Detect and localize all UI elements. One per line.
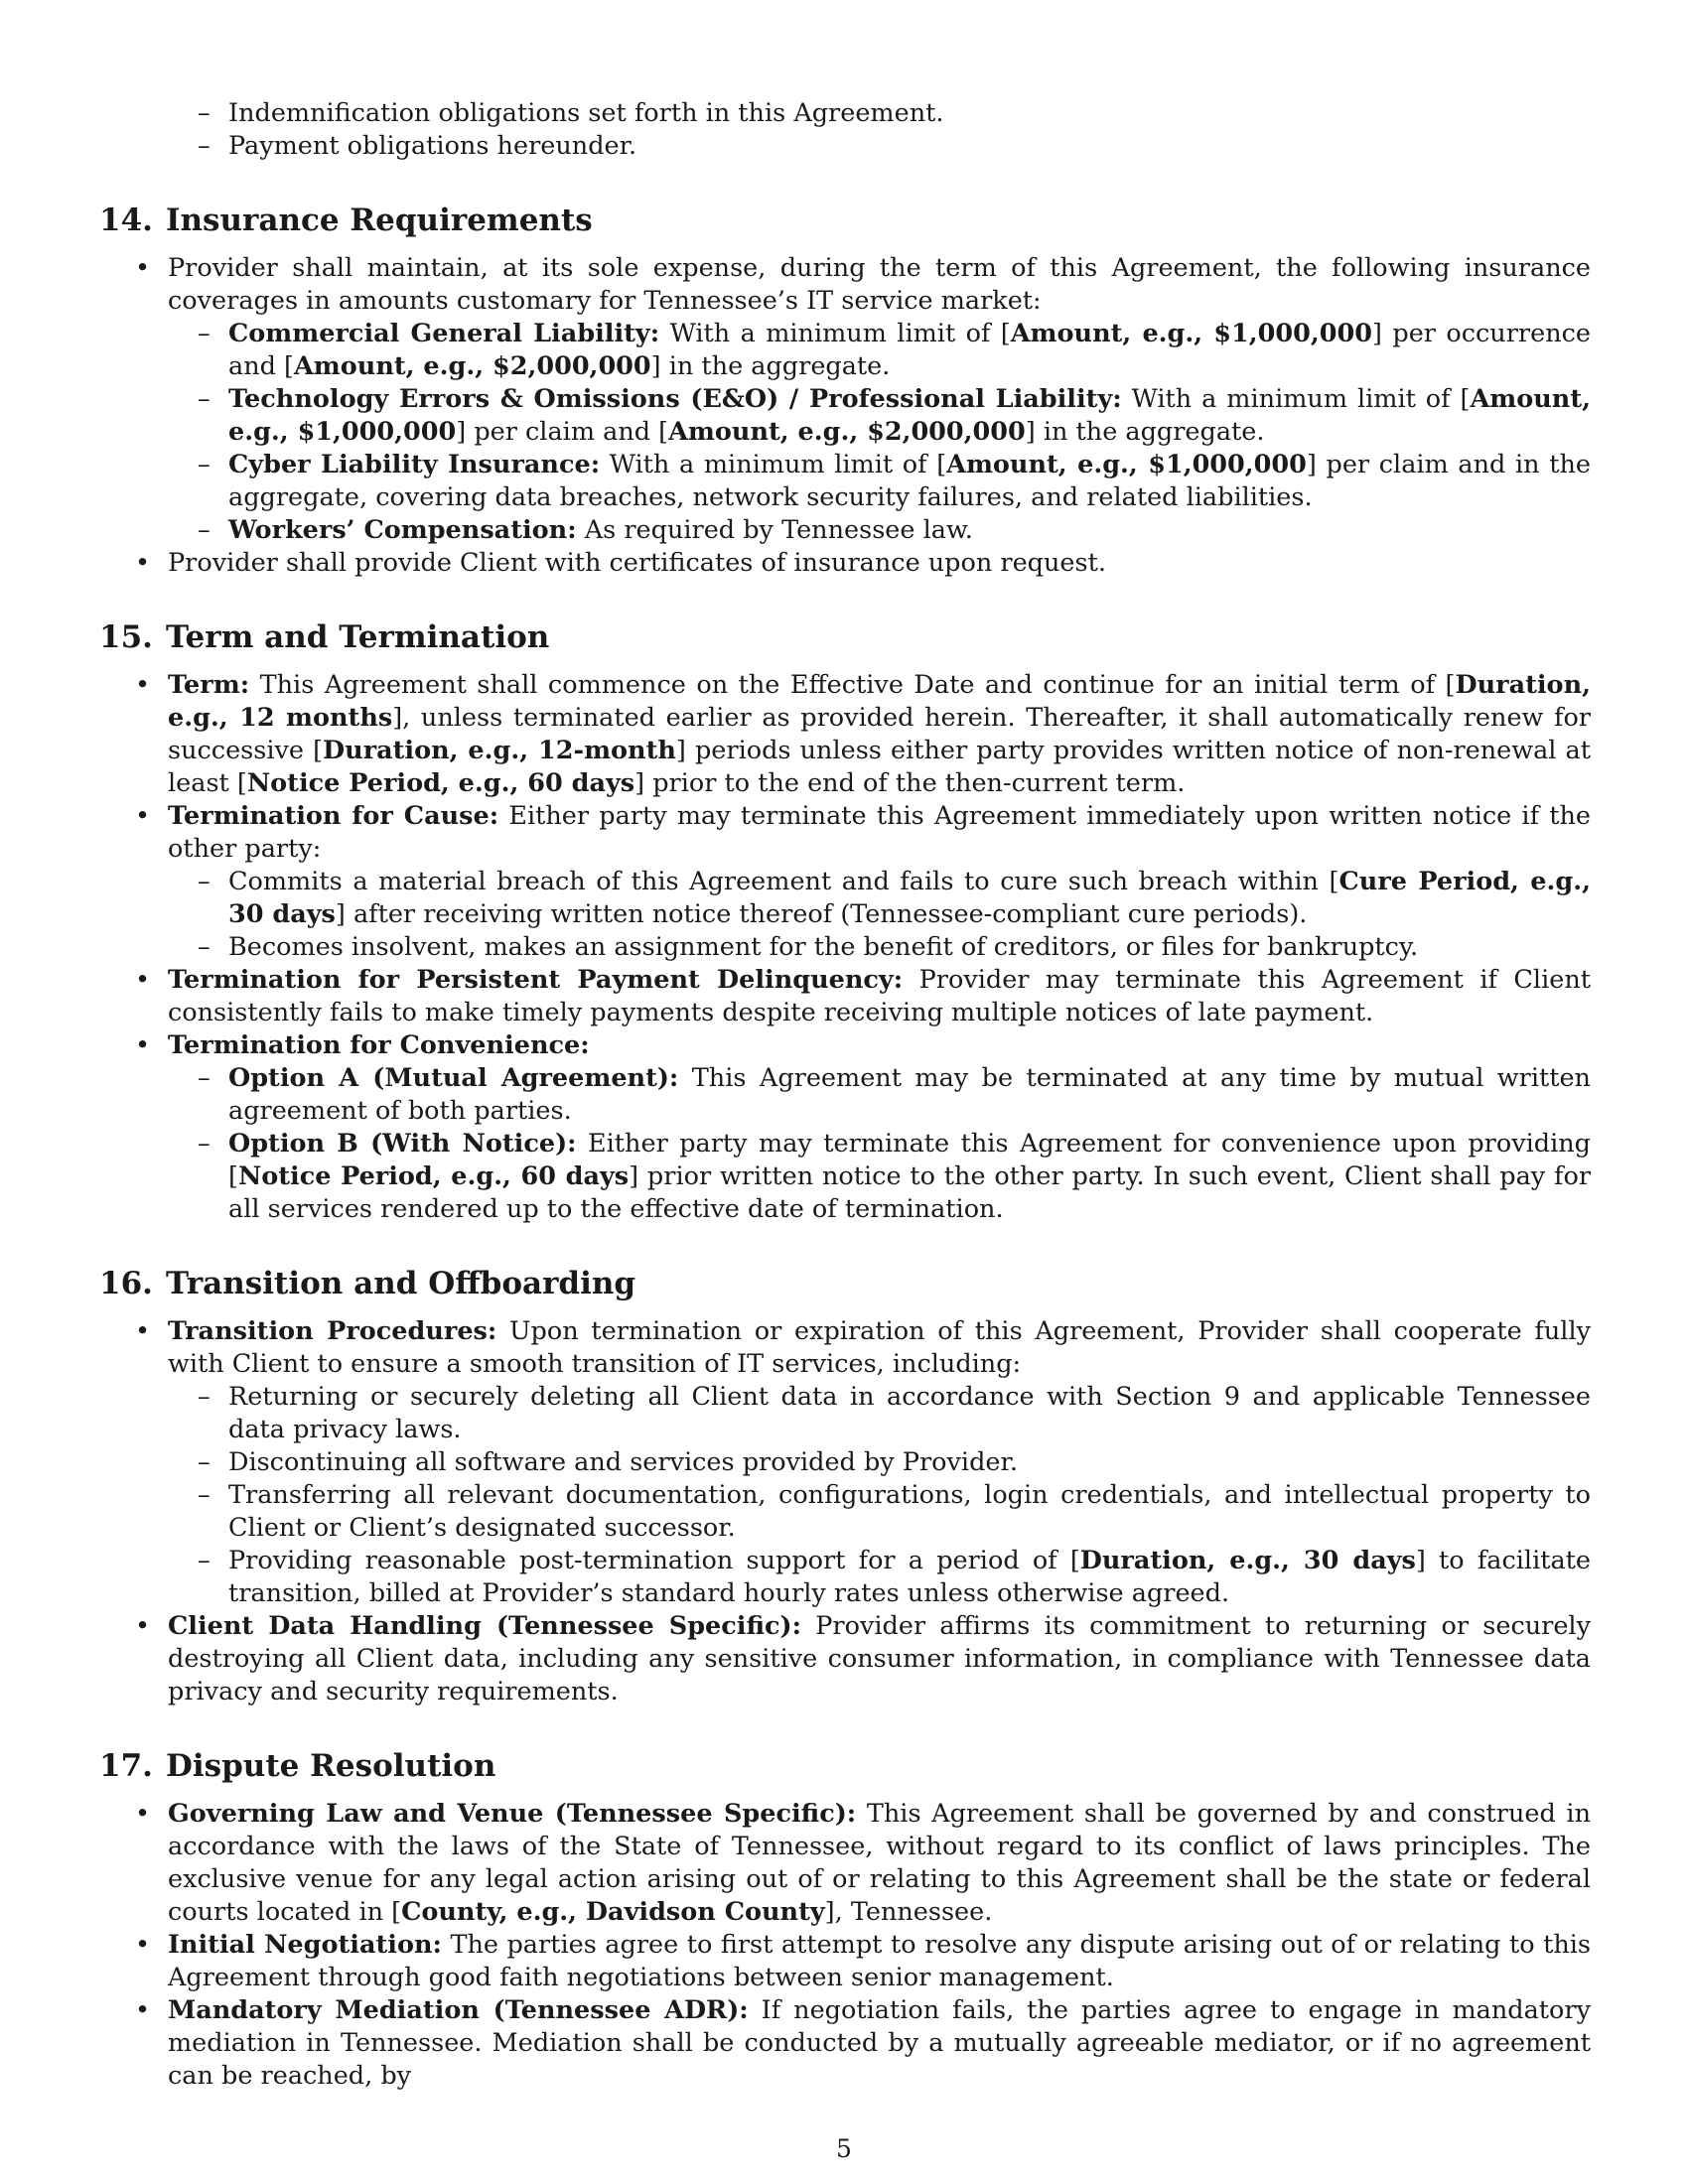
list-item: – Indemnification obligations set forth in this Agreement. [168,97,1591,130]
item-label: Transition Procedures: [168,1316,497,1346]
placeholder-value: Amount, e.g., $1,000,000 [228,384,1591,447]
section-16-list [99,1315,1591,1708]
section-number: 15. [99,619,153,655]
placeholder-value: Duration, e.g., 30 days [1079,1546,1416,1575]
text-run: ] to facilitate transition, billed at Provider’s standard hourly rates unless otherwise agreed. [228,1546,1592,1608]
text-run: ] prior to the end of the then-current term. [634,768,1186,798]
text-run: ], Tennessee. [824,1897,993,1927]
text-run: This Agreement shall be governed by and construed in accordance with the laws of the State of Tennessee, without regard to its conflict of laws principles. The exclusive venue for any legal action arising out of or relating to this Agreement shall be the state or federal courts located in [ [168,1799,1591,1927]
placeholder-value: Amount, e.g., $1,000,000 [946,450,1307,479]
section-number: 16. [99,1266,153,1301]
text-run: If negotiation fails, the parties agree to engage in mandatory mediation in Tennessee. Mediation shall be conducted by a mutually agreeable mediator, or if no agreement can be reached, by [168,1995,1591,2091]
list-item [168,1545,1591,1610]
continued-list [168,97,1591,163]
list-item [168,449,1591,514]
item-label: Technology Errors & Omissions (E&O) / Professional Liability: [228,384,1122,414]
item-label: Governing Law and Venue (Tennessee Specific): [168,1799,857,1829]
placeholder-value: Notice Period, e.g., 60 days [237,1161,630,1191]
list-item: – Discontinuing all software and services provided by Provider. [168,1446,1591,1479]
list-item [99,1929,1591,1994]
placeholder-value: Duration, e.g., 12 months [168,670,1591,733]
item-label: Termination for Cause: [168,801,499,831]
placeholder-value: Amount, e.g., $2,000,000 [668,417,1026,447]
list-item [99,964,1591,1029]
text-run: ] after receiving written notice thereof (Tennessee-compliant cure periods). [335,899,1308,929]
text-run: This Agreement shall commence on the Effective Date and continue for an initial term of [ [249,670,1456,700]
sub-list [168,866,1591,964]
section-title: Transition and Offboarding [166,1266,636,1301]
placeholder-value: Notice Period, e.g., 60 days [246,768,635,798]
item-label: Option B (With Notice): [228,1129,577,1159]
text-run: With a minimum limit of [ [659,319,1011,348]
text-run: Upon termination or expiration of this Agreement, Provider shall cooperate fully with Client to ensure a smooth transition of IT services, including: [168,1316,1592,1379]
text-run: With a minimum limit of [ [1121,384,1471,414]
section-number: 17. [99,1748,153,1784]
text-run: Either party may terminate this Agreement for convenience upon providing [ [228,1129,1592,1191]
list-item [168,866,1591,931]
section-title: Dispute Resolution [166,1748,496,1784]
item-label: Cyber Liability Insurance: [228,450,601,479]
list-item [99,252,1591,547]
list-item [168,514,1591,547]
document-page [99,97,1591,2093]
placeholder-value: County, e.g., Davidson County [401,1897,825,1927]
text-run: Provider affirms its commitment to returning or securely destroying all Client data, including any sensitive consumer information, in compliance with Tennessee data privacy and security requirements. [168,1611,1591,1706]
section-title: Insurance Requirements [166,203,593,238]
list-item [99,1315,1591,1610]
sub-list [168,318,1591,547]
list-item [99,1610,1591,1708]
list-item [168,318,1591,383]
text-run: Either party may terminate this Agreement immediately upon written notice if the other party: [168,801,1591,864]
list-item: – Payment obligations hereunder. [168,130,1591,163]
text-run: Providing reasonable post-termination support for a period of [ [228,1546,1080,1575]
list-item [168,383,1591,449]
item-label: Termination for Persistent Payment Delinquency: [168,965,904,995]
section-heading-15 [99,617,1591,657]
text-run: ] per claim and [ [456,417,669,447]
page-number: 5 [836,2134,852,2163]
list-item: • Provider shall provide Client with certificates of insurance upon request. [99,547,1591,580]
text-run: ], unless terminated earlier as provided herein. Thereafter, it shall automatically renew for successive [ [168,703,1591,765]
item-label: Term: [168,670,250,700]
list-item [99,1798,1591,1929]
text-run: The parties agree to first attempt to resolve any dispute arising out of or relating to this Agreement through good faith negotiations between senior management. [168,1930,1592,1992]
text-run: ] in the aggregate. [650,351,891,381]
text-run: Commits a material breach of this Agreement and fails to cure such breach within [ [228,867,1339,896]
sub-list [168,1062,1591,1226]
item-label: Commercial General Liability: [228,319,660,348]
item-label: Workers’ Compensation: [228,515,577,545]
list-item: – Becomes insolvent, makes an assignment for the benefit of creditors, or files for bankruptcy. [168,931,1591,964]
item-label: Initial Negotiation: [168,1930,442,1960]
text-run: ] periods unless either party provides written notice of non-renewal at least [ [168,736,1591,798]
text-run: ] in the aggregate. [1025,417,1265,447]
list-item: – Returning or securely deleting all Client data in accordance with Section 9 and applicable Tennessee data privacy laws. [168,1381,1591,1446]
section-number: 14. [99,203,153,238]
text-run: ] per occurrence and [ [228,319,1591,381]
section-heading-17 [99,1746,1591,1786]
paragraph-text: Provider shall maintain, at its sole expense, during the term of this Agreement, the following insurance coverages in amounts customary for Tennessee’s IT service market: [168,253,1591,316]
list-item [168,1128,1591,1226]
section-14-list [99,252,1591,580]
text-run: This Agreement may be terminated at any time by mutual written agreement of both parties. [228,1063,1591,1126]
placeholder-value: Amount, e.g., $2,000,000 [294,351,651,381]
section-heading-14 [99,201,1591,240]
text-run: Provider may terminate this Agreement if Client consistently fails to make timely payments despite receiving multiple notices of late payment. [168,965,1591,1027]
placeholder-value: Cure Period, e.g., 30 days [228,867,1591,929]
section-15-list [99,669,1591,1226]
list-item: – Transferring all relevant documentation, configurations, login credentials, and intellectual property to Client or Client’s designated successor. [168,1479,1591,1545]
section-17-list [99,1798,1591,2093]
text-run: ] prior written notice to the other party. In such event, Client shall pay for all services rendered up to the effective date of termination. [228,1161,1592,1224]
section-title: Term and Termination [166,619,550,655]
text-run: With a minimum limit of [ [600,450,947,479]
placeholder-value: Amount, e.g., $1,000,000 [1010,319,1373,348]
sub-list [168,1381,1591,1610]
item-label: Mandatory Mediation (Tennessee ADR): [168,1995,749,2025]
text-run: ] per claim and in the aggregate, covering data breaches, network security failures, and related liabilities. [228,450,1591,512]
list-item [168,1062,1591,1128]
list-item [99,1994,1591,2093]
item-label: Termination for Convenience: [168,1030,590,1060]
list-item [99,669,1591,800]
list-item [99,1029,1591,1226]
text-run: As required by Tennessee law. [576,515,973,545]
list-item [99,800,1591,964]
placeholder-value: Duration, e.g., 12-month [323,736,676,765]
item-label: Client Data Handling (Tennessee Specific): [168,1611,802,1641]
item-label: Option A (Mutual Agreement): [228,1063,679,1093]
section-heading-16 [99,1264,1591,1303]
